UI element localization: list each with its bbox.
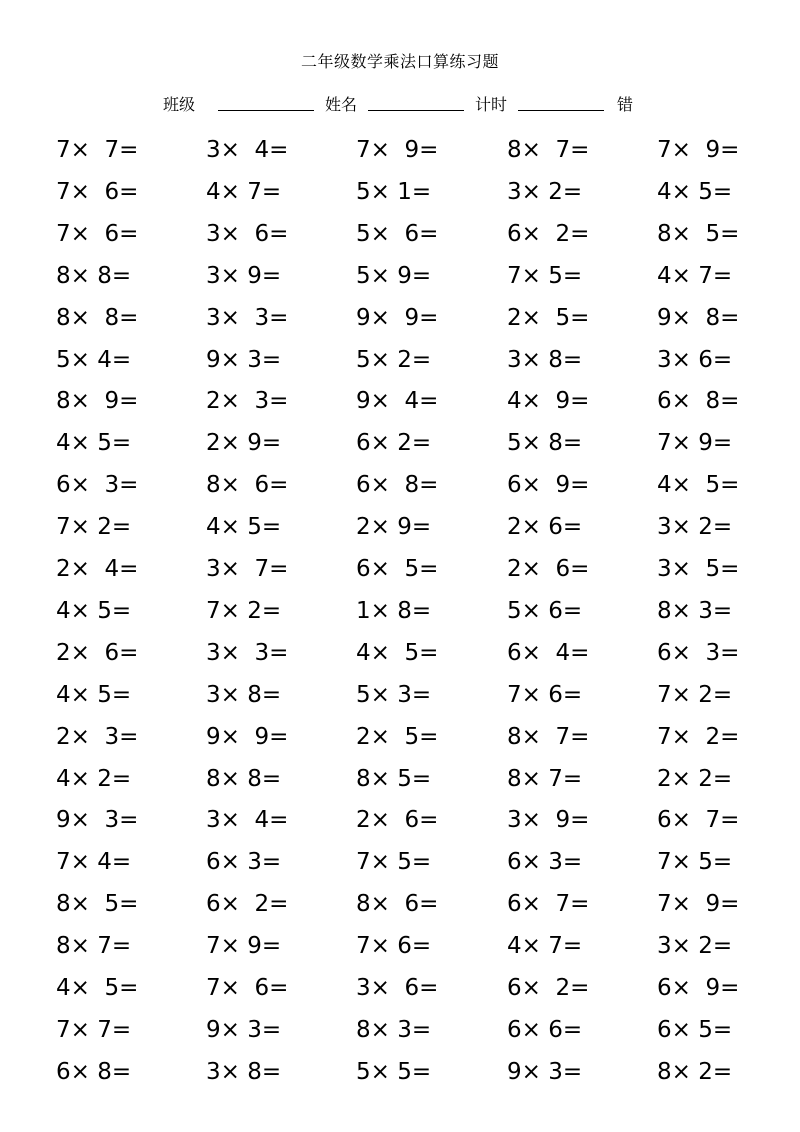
- problem-item: 6× 7=: [657, 807, 740, 834]
- problem-item: 9× 4=: [356, 388, 439, 415]
- problem-item: 2× 6=: [356, 807, 439, 834]
- problem-item: 6× 2=: [507, 975, 590, 1001]
- problem-item: 8× 3=: [657, 597, 733, 624]
- problem-item: 8× 6=: [356, 891, 439, 918]
- problem-item: 6× 9=: [657, 975, 740, 1001]
- name-label: 姓名: [325, 95, 358, 114]
- problem-item: 4× 9=: [507, 388, 590, 415]
- problem-item: 9× 3=: [56, 807, 139, 834]
- problem-item: 6× 7=: [507, 891, 590, 918]
- problem-item: 3× 2=: [507, 178, 583, 205]
- problem-item: 3× 3=: [206, 639, 289, 666]
- problem-item: 1× 8=: [356, 597, 432, 624]
- problem-item: 8× 7=: [56, 933, 132, 960]
- problem-item: 2× 6=: [507, 556, 590, 582]
- problem-item: 4× 5=: [356, 639, 439, 666]
- problem-item: 7× 4=: [56, 849, 132, 876]
- problem-item: 8× 5=: [56, 891, 139, 918]
- problem-item: 8× 8=: [56, 262, 132, 289]
- problem-item: 6× 8=: [657, 388, 740, 415]
- problem-item: 4× 7=: [507, 933, 583, 960]
- problem-item: 4× 5=: [206, 514, 282, 541]
- problem-item: 6× 3=: [657, 639, 740, 666]
- problem-item: 6× 3=: [206, 849, 282, 876]
- problem-item: 3× 2=: [657, 933, 733, 960]
- problem-item: 7× 2=: [657, 681, 733, 708]
- problem-item: 7× 9=: [206, 933, 282, 960]
- problem-item: 7× 7=: [56, 137, 139, 163]
- problem-item: 2× 5=: [356, 723, 439, 750]
- problem-item: 4× 5=: [56, 430, 132, 457]
- problem-item: 6× 4=: [507, 639, 590, 666]
- problem-item: 4× 5=: [56, 975, 139, 1001]
- problem-item: 3× 6=: [657, 346, 733, 373]
- problem-item: 7× 2=: [206, 597, 282, 624]
- problem-item: 6× 8=: [56, 1058, 132, 1085]
- problem-item: 2× 4=: [56, 556, 139, 582]
- problem-item: 5× 6=: [356, 220, 439, 247]
- errors-label: 错: [617, 95, 634, 114]
- problem-item: 3× 4=: [206, 137, 289, 163]
- problem-item: 8× 7=: [507, 137, 590, 163]
- problem-item: 9× 9=: [206, 723, 289, 750]
- problem-item: 5× 4=: [56, 346, 132, 373]
- problem-item: 4× 7=: [657, 262, 733, 289]
- problem-item: 8× 7=: [507, 765, 583, 792]
- problem-item: 3× 7=: [206, 556, 289, 582]
- problem-item: 2× 2=: [657, 765, 733, 792]
- problem-item: 5× 1=: [356, 178, 432, 205]
- problem-item: 5× 9=: [356, 262, 432, 289]
- problem-item: 6× 2=: [507, 220, 590, 247]
- problem-item: 3× 6=: [206, 220, 289, 247]
- problem-item: 9× 3=: [206, 346, 282, 373]
- problem-item: 3× 6=: [356, 975, 439, 1001]
- problem-item: 7× 2=: [657, 723, 740, 750]
- problem-item: 8× 8=: [206, 765, 282, 792]
- problem-item: 6× 3=: [507, 849, 583, 876]
- problem-item: 8× 8=: [56, 304, 139, 331]
- problem-item: 7× 9=: [356, 137, 439, 163]
- problem-item: 7× 5=: [507, 262, 583, 289]
- problem-item: 3× 9=: [206, 262, 282, 289]
- problem-item: 6× 8=: [356, 472, 439, 499]
- problem-item: 4× 5=: [657, 178, 733, 205]
- problem-item: 8× 2=: [657, 1058, 733, 1085]
- problem-item: 3× 8=: [507, 346, 583, 373]
- problem-item: 5× 3=: [356, 681, 432, 708]
- problem-item: 6× 5=: [657, 1016, 733, 1043]
- problem-item: 2× 9=: [356, 514, 432, 541]
- problem-item: 3× 8=: [206, 1058, 282, 1085]
- time-label: 计时: [475, 95, 508, 114]
- problem-item: 2× 9=: [206, 430, 282, 457]
- problem-item: 7× 5=: [657, 849, 733, 876]
- problem-item: 6× 6=: [507, 1016, 583, 1043]
- problem-item: 5× 6=: [507, 597, 583, 624]
- problem-item: 8× 6=: [206, 472, 289, 499]
- problem-item: 7× 6=: [507, 681, 583, 708]
- problem-item: 7× 5=: [356, 849, 432, 876]
- problem-item: 4× 5=: [56, 681, 132, 708]
- problem-item: 5× 2=: [356, 346, 432, 373]
- problem-item: 8× 9=: [56, 388, 139, 415]
- problem-item: 3× 2=: [657, 514, 733, 541]
- problem-item: 8× 5=: [356, 765, 432, 792]
- problem-item: 8× 3=: [356, 1016, 432, 1043]
- problem-item: 6× 5=: [356, 556, 439, 582]
- worksheet-title: 二年级数学乘法口算练习题: [300, 52, 499, 71]
- problem-item: 3× 4=: [206, 807, 289, 834]
- problem-item: 7× 2=: [56, 514, 132, 541]
- problem-item: 2× 6=: [56, 639, 139, 666]
- problem-item: 7× 6=: [356, 933, 432, 960]
- problem-item: 3× 8=: [206, 681, 282, 708]
- problem-item: 2× 3=: [206, 388, 289, 415]
- problem-item: 5× 5=: [356, 1058, 432, 1085]
- class-label: 班级: [163, 95, 196, 114]
- problem-item: 6× 3=: [56, 472, 139, 499]
- problem-item: 9× 9=: [356, 304, 439, 331]
- problem-item: 7× 6=: [56, 220, 139, 247]
- problem-item: 2× 3=: [56, 723, 139, 750]
- problem-item: 7× 6=: [56, 178, 139, 205]
- problem-item: 7× 9=: [657, 137, 740, 163]
- problem-item: 9× 3=: [206, 1016, 282, 1043]
- problem-item: 7× 6=: [206, 975, 289, 1001]
- problem-item: 9× 8=: [657, 304, 740, 331]
- problem-item: 8× 5=: [657, 220, 740, 247]
- problem-item: 5× 8=: [507, 430, 583, 457]
- problem-item: 7× 7=: [56, 1016, 132, 1043]
- problem-item: 7× 9=: [657, 430, 733, 457]
- problem-item: 4× 5=: [56, 597, 132, 624]
- problem-item: 4× 2=: [56, 765, 132, 792]
- problem-item: 8× 7=: [507, 723, 590, 750]
- problem-item: 4× 7=: [206, 178, 282, 205]
- problem-item: 2× 5=: [507, 304, 590, 331]
- problem-item: 3× 5=: [657, 556, 740, 582]
- problem-item: 6× 9=: [507, 472, 590, 499]
- problem-item: 6× 2=: [206, 891, 289, 918]
- problem-item: 3× 9=: [507, 807, 590, 834]
- problem-item: 3× 3=: [206, 304, 289, 331]
- problem-item: 4× 5=: [657, 472, 740, 499]
- problem-item: 9× 3=: [507, 1058, 583, 1085]
- problem-item: 2× 6=: [507, 514, 583, 541]
- problem-item: 7× 9=: [657, 891, 740, 918]
- problem-item: 6× 2=: [356, 430, 432, 457]
